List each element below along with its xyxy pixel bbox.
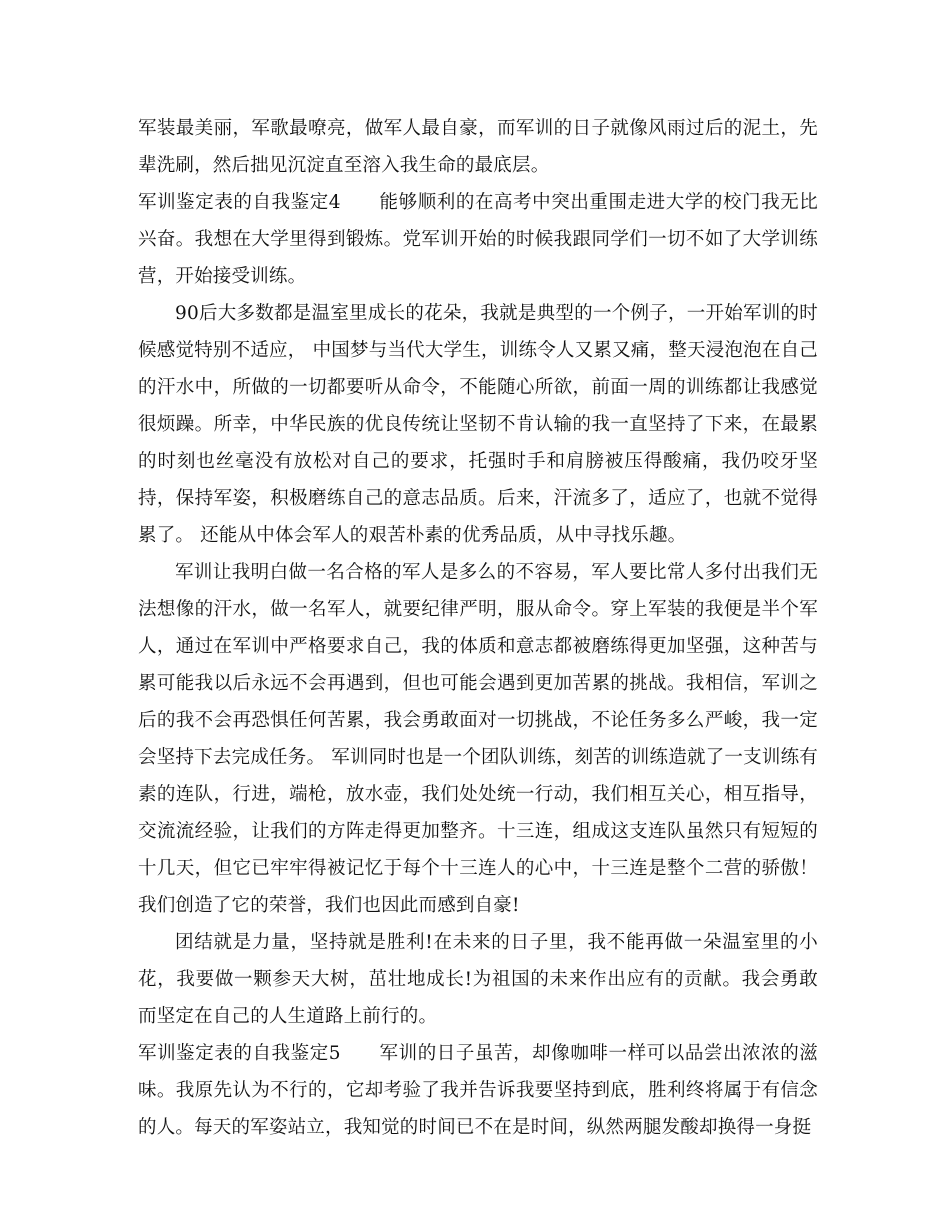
paragraph xyxy=(138,295,818,554)
section-heading: 军训鉴定表的自我鉴定4 xyxy=(138,192,341,213)
paragraph-text: 团结就是力量，坚持就是胜利!在未来的日子里，我不能再做一朵温室里的小花，我要做一颗参天大树，茁壮地成长!为祖国的未来作出应有的贡献。我会勇敢而坚定在自己的人生道路上前行的。 xyxy=(138,932,818,1027)
section-paragraph xyxy=(138,1035,818,1146)
paragraph xyxy=(138,924,818,1035)
paragraph-text: 90后大多数都是温室里成长的花朵，我就是典型的一个例子，一开始军训的时候感觉特别不适应， 中国梦与当代大学生，训练令人又累又痛，整天浸泡泡在自己的汗水中，所做的一切都要听从命令，不能随心所欲，前面一周的训练都让我感觉很烦躁。所幸，中华民族的优良传统让坚韧不肯认输的我一直坚持了下来，在最累的时刻也丝毫没有放松对自己的要求，托强时手和肩膀被压得酸痛，我仍咬牙坚持，保持军姿，积极磨练自己的意志品质。后来，汗流多了，适应了，也就不觉得累了。 还能从中体会军人的艰苦朴素的优秀品质，从中寻找乐趣。 xyxy=(138,303,818,546)
paragraph-text: 军训让我明白做一名合格的军人是多么的不容易，军人要比常人多付出我们无法想像的汗水，做一名军人，就要纪律严明，服从命令。穿上军装的我便是半个军人，通过在军训中严格要求自己，我的体质和意志都被磨练得更加坚强，这种苦与累可能我以后永远不会再遇到，但也可能会遇到更加苦累的挑战。我相信，军训之后的我不会再恐惧任何苦累，我会勇敢面对一切挑战，不论任务多么严峻，我一定会坚持下去完成任务。 军训同时也是一个团队训练，刻苦的训练造就了一支训练有素的连队，行进，端枪，放水壶，我们处处统一行动，我们相互关心，相互指导，交流流经验，让我们的方阵走得更加整齐。十三连，组成这支连队虽然只有短短的十几天，但它已牢牢得被记忆于每个十三连人的心中，十三连是整个二营的骄傲！我们创造了它的荣誉，我们也因此而感到自豪! xyxy=(138,562,818,916)
section-paragraph xyxy=(138,184,818,295)
paragraph-text: 军训的日子虽苦，却像咖啡一样可以品尝出浓浓的滋味。我原先认为不行的，它却考验了我并告诉我要坚持到底，胜利终将属于有信念的人。每天的军姿站立，我知觉的时间已不在是时间，纵然两腿发酸却换得一身挺 xyxy=(138,1043,818,1138)
document-body xyxy=(138,110,818,1146)
paragraph xyxy=(138,554,818,924)
section-heading: 军训鉴定表的自我鉴定5 xyxy=(138,1043,341,1064)
paragraph xyxy=(138,110,818,184)
paragraph-text: 军装最美丽，军歌最嘹亮，做军人最自豪，而军训的日子就像风雨过后的泥土，先辈洗刷，然后拙见沉淀直至溶入我生命的最底层。 xyxy=(138,118,818,176)
paragraph-text: 能够顺利的在高考中突出重围走进大学的校门我无比兴奋。我想在大学里得到锻炼。党军训开始的时候我跟同学们一切不如了大学训练营，开始接受训练。 xyxy=(138,192,818,287)
